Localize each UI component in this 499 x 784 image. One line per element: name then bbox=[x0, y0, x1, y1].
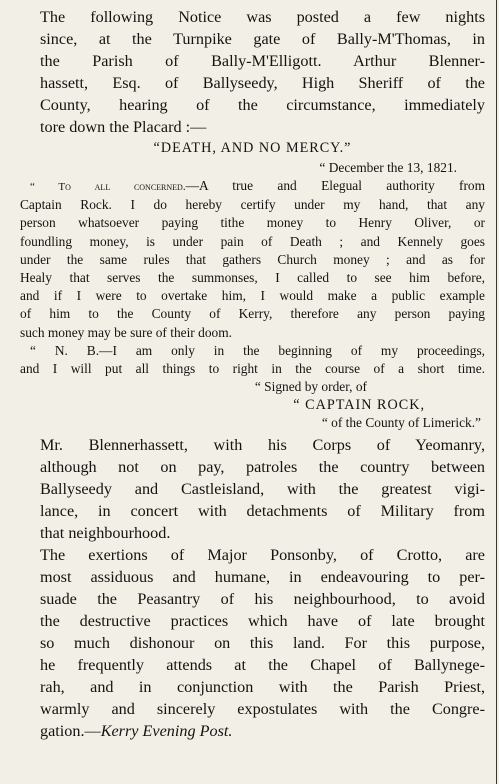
ponsonby-line: the destructive practices which have of late brought bbox=[40, 612, 485, 631]
yeomanry-line: lance, in concert with detachments of Military from bbox=[40, 502, 485, 521]
notice-signature: “ CAPTAIN ROCK, bbox=[293, 397, 425, 414]
notice-address: “ To all concerned. bbox=[30, 181, 186, 193]
source-credit: Kerry Evening Post. bbox=[100, 722, 233, 741]
yeomanry-line: although not on pay, patroles the country between bbox=[40, 458, 485, 477]
notice-signed: “ Signed by order, of bbox=[254, 379, 367, 395]
yeomanry-line: Ballyseedy and Castleisland, with the greatest vigi- bbox=[40, 480, 485, 499]
column-rule bbox=[496, 0, 497, 784]
yeomanry-paragraph bbox=[20, 434, 485, 544]
ponsonby-line: warmly and sincerely expostulates with the Congre- bbox=[40, 700, 485, 719]
nb-line: “ N. B.—I am only in the beginning of my proceedings, bbox=[30, 342, 485, 358]
notice-line: of him to the County of Kerry, therefore any person paying bbox=[20, 306, 485, 322]
notice-line: foundling money, is under pain of Death ; and Kennely goes bbox=[20, 233, 485, 249]
ponsonby-line: he frequently attends at the Chapel of Ballynege- bbox=[40, 656, 485, 675]
intro-line: The following Notice was posted a few nights bbox=[40, 8, 485, 26]
yeomanry-line: Mr. Blennerhassett, with his Corps of Yeomanry, bbox=[40, 436, 485, 455]
ponsonby-line: so much dishonour on this land. For this purpose, bbox=[40, 634, 485, 653]
ponsonby-line: suade the Peasantry of his neighbourhood, to avoid bbox=[40, 590, 485, 609]
intro-line: the Parish of Bally-M'Elligott. Arthur Blenner- bbox=[40, 52, 485, 70]
yeomanry-line: that neighbourhood. bbox=[40, 524, 171, 543]
ponsonby-line: The exertions of Major Ponsonby, of Crotto, are bbox=[40, 546, 485, 565]
notice-line: under the same rules that gathers Church money ; and as for bbox=[20, 251, 485, 267]
intro-line: County, hearing of the circumstance, immediately bbox=[40, 96, 485, 114]
notice-title: “DEATH, AND NO MERCY.” bbox=[153, 140, 352, 156]
notice-line: person whatsoever paying tithe money to Henry Oliver, or bbox=[20, 215, 485, 231]
notice-line: such money may be sure of their doom. bbox=[20, 324, 232, 340]
ponsonby-line: rah, and in conjunction with the Parish Priest, bbox=[40, 678, 485, 697]
intro-line: tore down the Placard :— bbox=[40, 118, 207, 136]
notice-line: Healy that serves the summonses, I called to see him before, bbox=[20, 270, 485, 286]
ponsonby-final-line: gation.—Kerry Evening Post. bbox=[40, 722, 233, 741]
notice-line: Captain Rock. I do hereby certify under my hand, that any bbox=[20, 197, 485, 213]
notice-line: and if I were to overtake him, I would make a public example bbox=[20, 288, 485, 304]
intro-line: since, at the Turnpike gate of Bally-M'Thomas, in bbox=[40, 30, 485, 48]
notice-body bbox=[20, 177, 485, 378]
notice-county: “ of the County of Limerick.” bbox=[321, 415, 481, 431]
intro-paragraph bbox=[20, 6, 485, 138]
ponsonby-paragraph bbox=[20, 544, 485, 742]
notice-date: “ December the 13, 1821. bbox=[319, 160, 457, 175]
notice-line-first: “ To all concerned.—A true and Elegual authority from bbox=[30, 178, 486, 193]
ponsonby-line: most assiduous and humane, in endeavouring to per- bbox=[40, 568, 485, 587]
intro-line: hassett, Esq. of Ballyseedy, High Sheriff of the bbox=[40, 74, 485, 92]
nb-line: and I will put all things to right in the course of a short time. bbox=[20, 361, 485, 377]
